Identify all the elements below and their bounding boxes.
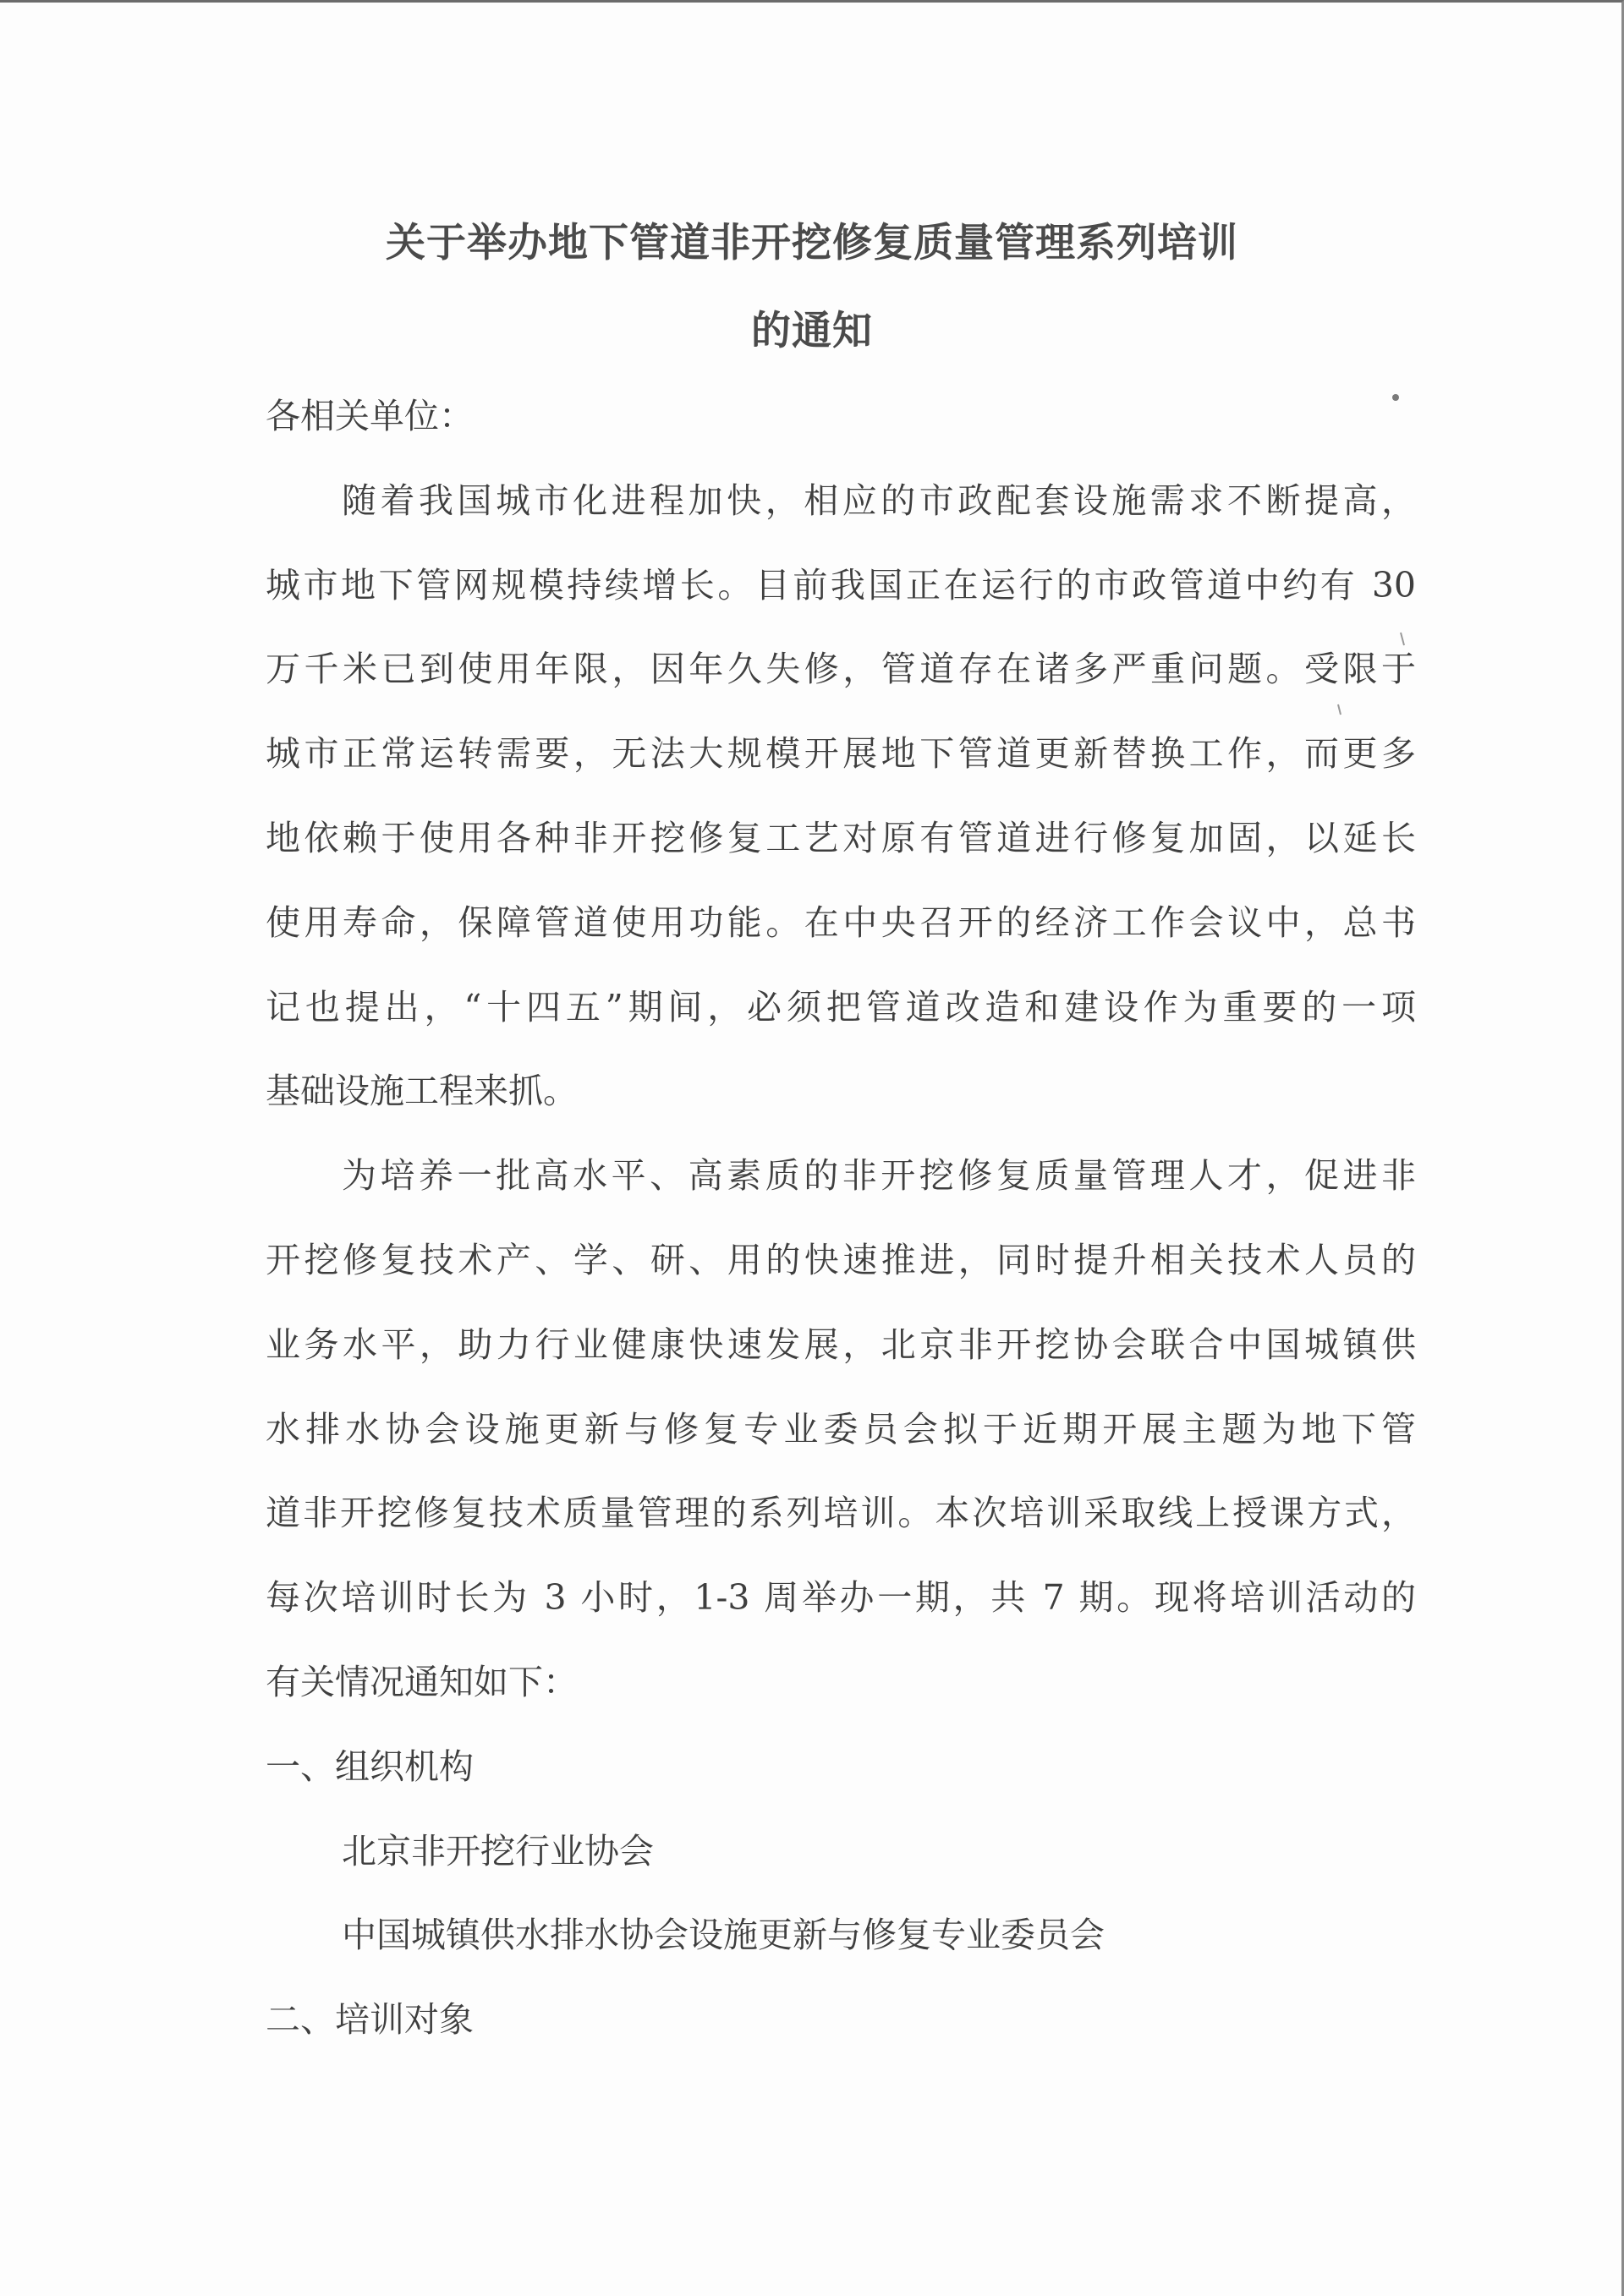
organizer-item: 中国城镇供水排水协会设施更新与修复专业委员会 — [342, 1915, 1105, 1956]
paragraph-line: 有关情况通知如下： — [266, 1661, 578, 1702]
paragraph-line: 业务水平，助力行业健康快速发展，北京非开挖协会联合中国城镇供 — [266, 1323, 1416, 1365]
title-line-2: 的通知 — [751, 308, 873, 354]
salutation: 各相关单位： — [266, 396, 474, 436]
paragraph-2 — [266, 1134, 1416, 1725]
organizer-item: 北京非开挖行业协会 — [342, 1830, 654, 1871]
section-heading: 二、培训对象 — [266, 1999, 474, 2041]
paragraph-line: 每次培训时长为 3 小时，1-3 周举办一期，共 7 期。现将培训活动的 — [266, 1577, 1416, 1619]
document-body — [266, 375, 1416, 2063]
paragraph-line: 开挖修复技术产、学、研、用的快速推进，同时提升相关技术人员的 — [266, 1239, 1416, 1280]
section-organizers — [266, 1725, 1416, 1978]
title-line-1: 关于举办地下管道非开挖修复质量管理系列培训 — [386, 220, 1238, 266]
paragraph-line: 万千米已到使用年限，因年久失修，管道存在诸多严重问题。受限于 — [266, 649, 1416, 690]
paragraph-line: 水排水协会设施更新与修复专业委员会拟于近期开展主题为地下管 — [266, 1408, 1416, 1449]
paragraph-line: 城市正常运转需要，无法大规模开展地下管道更新替换工作，而更多 — [266, 733, 1416, 775]
section-heading: 一、组织机构 — [266, 1745, 474, 1787]
paragraph-line: 使用寿命，保障管道使用功能。在中央召开的经济工作会议中，总书 — [266, 901, 1416, 943]
paragraph-line: 记也提出，“十四五”期间，必须把管道改造和建设作为重要的一项 — [266, 986, 1416, 1027]
paragraph-line: 为培养一批高水平、高素质的非开挖修复质量管理人才，促进非 — [342, 1155, 1416, 1197]
paragraph-line: 城市地下管网规模持续增长。目前我国正在运行的市政管道中约有 30 — [266, 564, 1416, 606]
paragraph-line: 基础设施工程来抓。 — [266, 1071, 578, 1112]
paragraph-1 — [266, 459, 1416, 1134]
paragraph-line: 地依赖于使用各种非开挖修复工艺对原有管道进行修复加固，以延长 — [266, 817, 1416, 858]
section-audience — [266, 1978, 1416, 2063]
document-title — [264, 204, 1360, 380]
paragraph-line: 道非开挖修复技术质量管理的系列培训。本次培训采取线上授课方式， — [266, 1493, 1416, 1534]
paragraph-line: 随着我国城市化进程加快，相应的市政配套设施需求不断提高， — [342, 479, 1416, 521]
